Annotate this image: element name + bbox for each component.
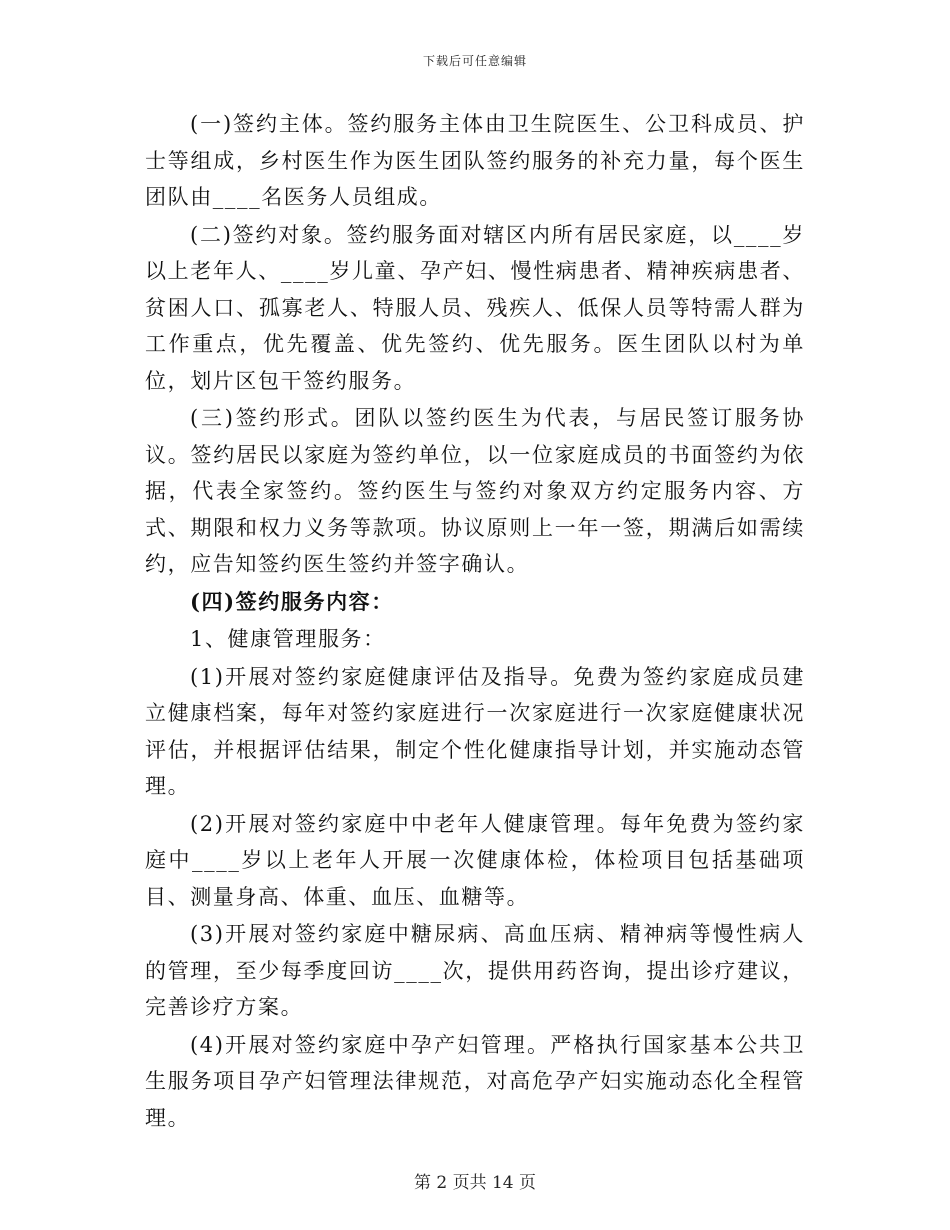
document-body: [145, 106, 805, 1136]
list-item-maternal-management: (4)开展对签约家庭中孕产妇管理。严格执行国家基本公共卫生服务项目孕产妇管理法律规范，对高危孕产妇实施动态化全程管理。: [145, 1032, 805, 1130]
paragraph-signing-target: (二)签约对象。签约服务面对辖区内所有居民家庭，以____岁以上老年人、____岁儿童、孕产妇、慢性病患者、精神疾病患者、贫困人口、孤寡老人、特服人员、残疾人、低保人员等特需人群为工作重点，优先覆盖、优先签约、优先服务。医生团队以村为单位，划片区包干签约服务。: [145, 222, 805, 393]
list-item-health-assessment: (1)开展对签约家庭健康评估及指导。免费为签约家庭成员建立健康档案，每年对签约家庭进行一次家庭进行一次家庭健康状况评估，并根据评估结果，制定个性化健康指导计划，并实施动态管理。: [145, 664, 805, 798]
subsection-heading-health-management: 1、健康管理服务：: [190, 627, 386, 651]
section-heading-service-content: (四)签约服务内容：: [190, 588, 394, 614]
list-item-elderly-management: (2)开展对签约家庭中中老年人健康管理。每年免费为签约家庭中____岁以上老年人开展一次健康体检，体检项目包括基础项目、测量身高、体重、血压、血糖等。: [145, 811, 805, 909]
paragraph-signing-form: (三)签约形式。团队以签约医生为代表，与居民签订服务协议。签约居民以家庭为签约单位，以一位家庭成员的书面签约为依据，代表全家签约。签约医生与签约对象双方约定服务内容、方式、期限和权力义务等款项。协议原则上一年一签，期满后如需续约，应告知签约医生签约并签字确认。: [145, 406, 805, 576]
paragraph-signing-subject: (一)签约主体。签约服务主体由卫生院医生、公卫科成员、护士等组成，乡村医生作为医生团队签约服务的补充力量，每个医生团队由____名医务人员组成。: [145, 112, 805, 209]
list-item-chronic-disease-management: (3)开展对签约家庭中糖尿病、高血压病、精神病等慢性病人的管理，至少每季度回访____次，提供用药咨询，提出诊疗建议，完善诊疗方案。: [145, 922, 805, 1019]
page-footer: 第 2 页共 14 页: [413, 1173, 537, 1193]
page-header: 下载后可任意编辑: [422, 54, 527, 68]
